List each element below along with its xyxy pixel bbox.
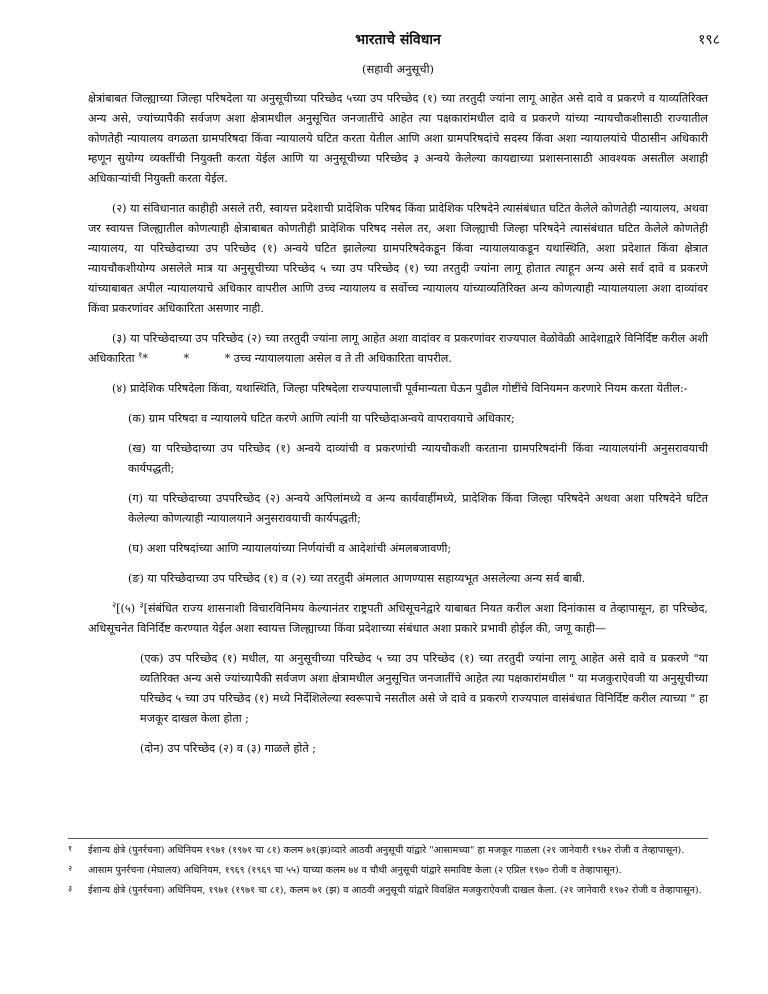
page-header bbox=[88, 30, 720, 56]
paragraph-3 bbox=[88, 329, 708, 369]
list-item-gha: (घ) अशा परिषदांच्या आणि न्यायालयांच्या निर्णयांची व आदेशांची अंमलबजावणी; bbox=[128, 542, 452, 555]
paragraph-3-text: (३) या परिच्छेदाच्या उप परिच्छेद (२) च्या तरतुदी ज्यांना लागू आहेत अशा वादांवर व प्रकरणांवर राज्यपाल वेळोवेळी आदेशाद्वारे विनिर्दिष्ट करील अशी अधिकारिता bbox=[88, 332, 708, 365]
footnote-ref-2[interactable]: २ bbox=[112, 600, 117, 610]
paragraph-5 bbox=[88, 599, 708, 639]
list-item-ka: (क) ग्राम परिषदा व न्यायालये घटित करणे आणि त्यांनी या परिच्छेदाअन्वये वापरावयाचे अधिकार; bbox=[128, 412, 515, 425]
list-item-nga: (ङ) या परिच्छेदाच्या उप परिच्छेद (१) व (२) च्या तरतुदी अंमलात आणण्यास सहाय्यभूत असलेल्या अन्य सर्व बाबी. bbox=[128, 572, 586, 585]
page-title: भारताचे संविधान bbox=[355, 32, 441, 48]
footnote-text: आसाम पुनर्रचना (मेघालय) अधिनियम, १९६९ (१९६९ चा ५५) याच्या कलम ७४ व चौथी अनुसूची यांद्वारे समाविष्ट केला (२ एप्रिल १९७० रोजी व तेव्हापासून). bbox=[88, 865, 622, 876]
paragraph-5-text: [संबंधित राज्य शासनाशी विचारविनिमय केल्यानंतर राष्ट्रपती अधिसूचनेद्वारे याबाबत नियत करील अशा दिनांकास व तेव्हापासून, हा परिच्छेद, अधिसूचनेत विनिर्दिष्ट करण्यात येईल अशा स्वायत्त जिल्ह्याच्या किंवा प्रदेशाच्या संबंधात अशा प्रकारे प्रभावी होईल की, जणू काही— bbox=[88, 602, 708, 635]
paragraph-5-number: [(५) bbox=[116, 602, 136, 615]
footnote-mark: ३ bbox=[68, 884, 73, 893]
page bbox=[88, 30, 720, 769]
page-number: १९८ bbox=[698, 32, 720, 48]
paragraph-4: (४) प्रादेशिक परिषदेला किंवा, यथास्थिति, जिल्हा परिषदेला राज्यपालाची पूर्वमान्यता घेऊन पुढील गोष्टींचे विनियमन करणारे नियम करता येतील:- bbox=[112, 382, 688, 395]
sub-clause-don: (दोन) उप परिच्छेद (२) व (३) गाळले होते ; bbox=[140, 742, 317, 755]
footnote-text: ईशान्य क्षेत्रे (पुनर्रचना) अधिनियम, १९७१ (१९७१ चा ८१), कलम ७१ (झ) व आठवी अनुसूची यांद्वारे विवक्षित मजकुराऐवजी दाखल केला. (२१ जानेवारी १९७२ रोजी व तेव्हापासून). bbox=[88, 885, 702, 896]
paragraph-2: (२) या संविधानात काहीही असले तरी, स्वायत्त प्रदेशाची प्रादेशिक परिषद किंवा प्रादेशिक परिषदेने त्यासंबंधात घटित केलेले कोणतेही न्यायालय, अथवा जर स्वायत्त जिल्ह्यातील कोणत्याही क्षेत्राबाबत कोणतीही प्रादेशिक परिषद नसेल तर, अशा जिल्ह्याची जिल्हा परिषदेने त्यासंबंधात घटित केलेले कोणतेही न्यायालय, या परिच्छेदाच्या उप परिच्छेद (१) अन्वये घटित झालेल्या ग्रामपरिषदेकडून किंवा न्यायालयाकडून यथास्थिति, अशा प्रदेशात किंवा क्षेत्रात न्यायचौकशीयोग्य असलेले मात्र या अनुसूचीच्या परिच्छेद ५ च्या उप परिच्छेद (१) च्या तरतुदी ज्यांना लागू होतात त्याहून अन्य असे सर्व दावे व प्रकरणे यांच्याबाबत अपील न्यायालयाचे अधिकार वापरील आणि उच्च न्यायालय व सर्वोच्च न्यायालय यांच्याव्यतिरिक्त अन्य कोणत्याही न्यायालयाला अशा दाव्यांवर किंवा प्रकरणांवर अधिकारिता असणार नाही. bbox=[88, 202, 708, 315]
footnote-3 bbox=[68, 883, 708, 899]
footnote-text: ईशान्य क्षेत्रे (पुनर्रचना) अधिनियम १९७१ (१९७१ चा ८१) कलम ७१(झ)व्दारे आठवी अनुसूची यांद्वारे "आसामच्या" हा मजकूर गाळला (२१ जानेवारी १९७२ रोजी व तेव्हापासून). bbox=[88, 845, 685, 856]
schedule-subtitle: (सहावी अनुसूची) bbox=[361, 62, 435, 76]
footnotes bbox=[68, 838, 708, 903]
list-item-kha: (ख) या परिच्छेदाच्या उप परिच्छेद (१) अन्वये दाव्यांची व प्रकरणांची न्यायचौकशी करताना ग्रामपरिषदांनी किंवा न्यायालयांनी अनुसरावयाची कार्यपद्धती; bbox=[128, 442, 708, 475]
sub-clause-ek: (एक) उप परिच्छेद (१) मधील, या अनुसूचीच्या परिच्छेद ५ च्या उप परिच्छेद (१) च्या तरतुदी ज्यांना लागू आहेत असे दावे व प्रकरणे "या व्यतिरिक्त अन्य असे ज्यांच्यापैकी सर्वजण अशा क्षेत्रामधील अनुसूचित जनजातींचे आहेत त्या पक्षकारांमधील " या मजकुराऐवजी या अनुसूचीच्या परिच्छेद ५ च्या उप परिच्छेद (१) मध्ये निर्देशिलेल्या स्वरूपाचे नसतील असे जे दावे व प्रकरणे राज्यपाल वासंबंधात विनिर्दिष्ट करील त्याच्या " हा मजकूर दाखल केला होता ; bbox=[140, 652, 708, 725]
footnote-ref-1[interactable]: १ bbox=[138, 350, 143, 360]
paragraph-3-end: उच्च न्यायालयाला असेल व ते ती अधिकारिता वापरील. bbox=[233, 352, 452, 365]
omission-stars: * * * bbox=[142, 352, 231, 365]
footnote-mark: १ bbox=[68, 844, 73, 853]
footnote-1 bbox=[68, 843, 708, 859]
list-item-ga: (ग) या परिच्छेदाच्या उपपरिच्छेद (२) अन्वये अपिलांमध्ये व अन्य कार्यवाहींमध्ये, प्रादेशिक किंवा जिल्हा परिषदेने अथवा अशा परिषदेने घटित केलेल्या कोणत्याही न्यायालयाने अनुसरावयाची कार्यपद्धती; bbox=[128, 492, 708, 525]
footnote-ref-3[interactable]: ३ bbox=[139, 600, 144, 610]
footnote-2 bbox=[68, 863, 708, 879]
paragraph-continuation: क्षेत्रांबाबत जिल्ह्याच्या जिल्हा परिषदेला या अनुसूचीच्या परिच्छेद ५च्या उप परिच्छेद (१) च्या तरतुदी ज्यांना लागू आहेत असे दावे व प्रकरणे व याव्यतिरिक्त अन्य असे, ज्यांच्यापैकी सर्वजण अशा क्षेत्रामधील अनुसूचित जनजातींचे आहेत त्या पक्षकारांमधील दावे व प्रकरणे यांच्या न्यायचौकशीसाठी राज्यातील कोणतेही न्यायालय वगळता ग्रामपरिषदा किंवा न्यायालये घटित करता येतील आणि अशा ग्रामपरिषदांचे सदस्य किंवा अशा न्यायालयांचे पीठासीन अधिकारी म्हणून सुयोग्य व्यक्तींची नियुक्ती करता येईल आणि या अनुसूचीच्या परिच्छेद ३ अन्वये केलेल्या कायद्याच्या प्रशासनासाठी आवश्यक असतील अशाही अधिकाऱ्यांची नियुक्ती करता येईल. bbox=[88, 92, 708, 185]
footnote-mark: २ bbox=[68, 864, 73, 873]
